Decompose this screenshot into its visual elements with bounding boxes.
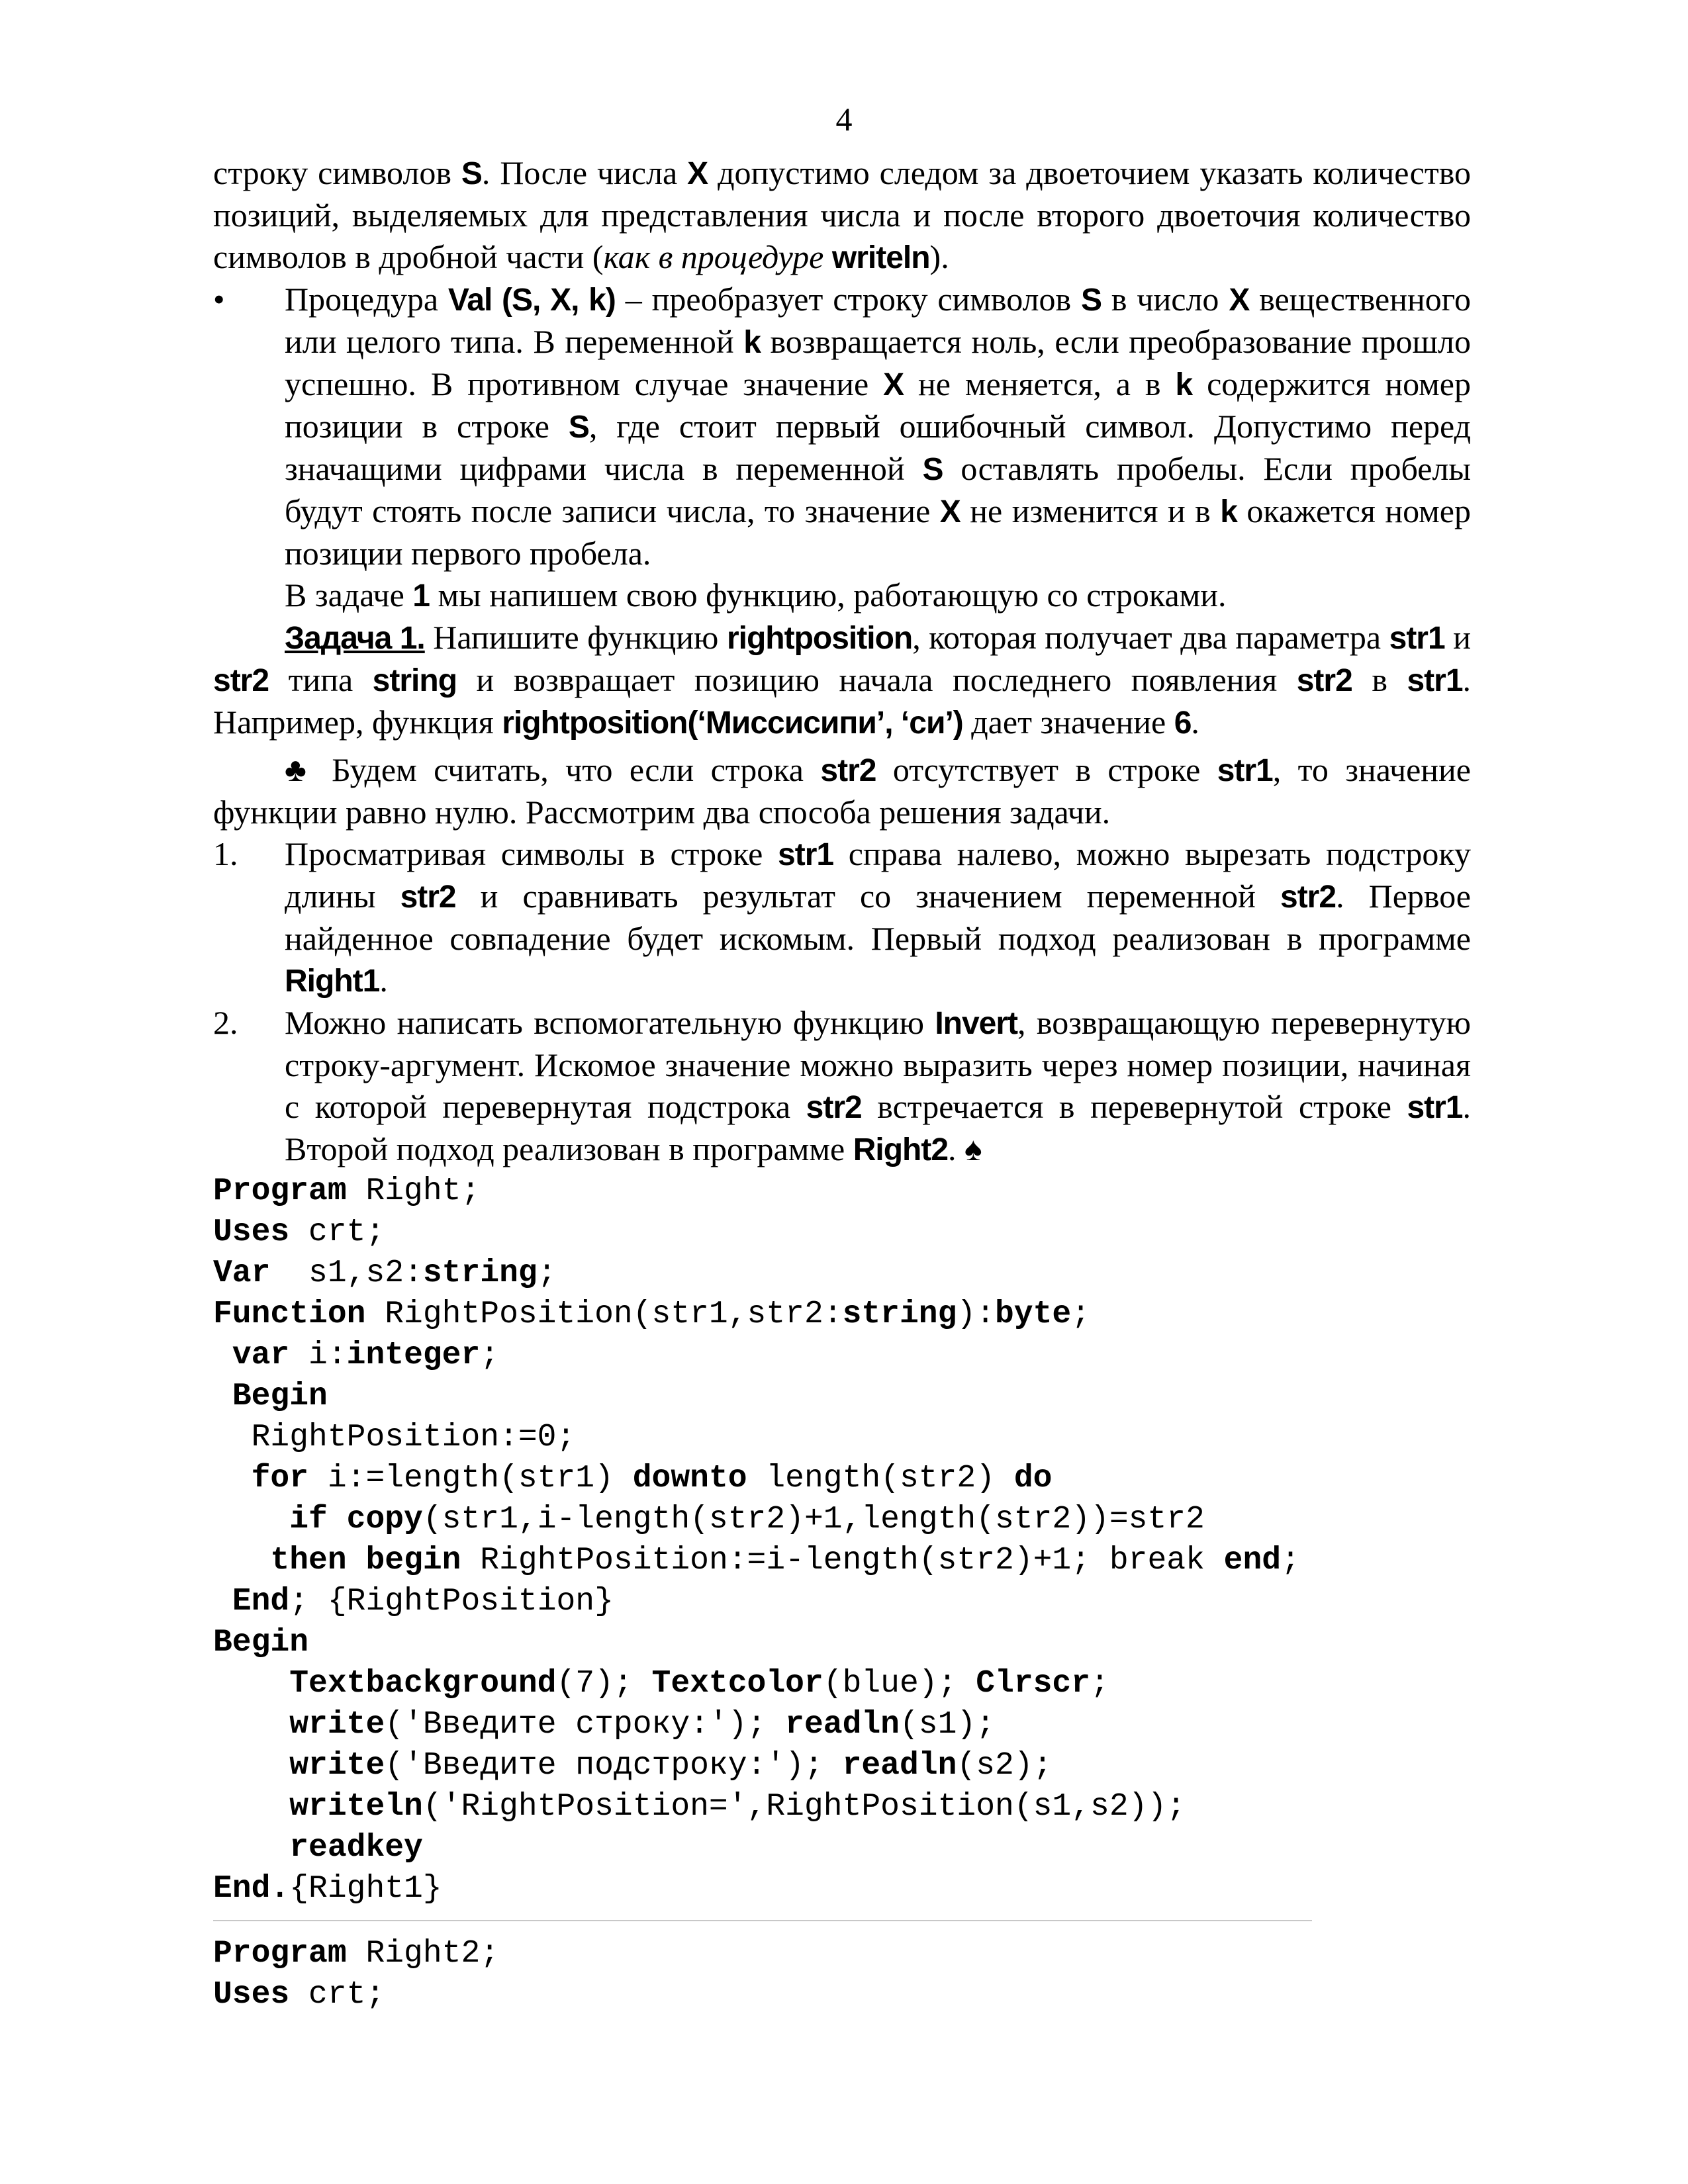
code-text: {Right1}: [289, 1871, 442, 1907]
code-term: str2: [1280, 880, 1336, 915]
code-term: 1: [412, 578, 430, 614]
text: . После числа: [481, 154, 688, 191]
code-text: [328, 1502, 347, 1537]
code-term: X: [687, 156, 708, 191]
code-text: ;: [480, 1338, 500, 1373]
code-keyword: begin: [365, 1543, 461, 1578]
bullet-icon: •: [213, 281, 225, 318]
code-line: [213, 1663, 1471, 1704]
code-keyword: copy: [346, 1502, 423, 1537]
code-text: (str1,i-length(str2)+1,length(str2))=str2: [422, 1502, 1205, 1537]
code-line: [213, 1253, 1471, 1294]
code-text: ; {RightPosition}: [289, 1584, 614, 1619]
text: и сравнивать результат со значением переменной: [455, 878, 1280, 915]
code-text: ('Введите строку:');: [385, 1707, 786, 1743]
code-line: [213, 1868, 1471, 1909]
code-term: str1: [1389, 621, 1445, 656]
text: окажется номер позиции первого пробела.: [285, 492, 1471, 572]
paragraph-task-intro: [213, 574, 1471, 617]
code-term: string: [372, 663, 457, 698]
text: дает значение: [962, 704, 1174, 741]
code-text: ;: [1071, 1297, 1091, 1332]
code-term: k: [1220, 494, 1237, 529]
code-text: ;: [537, 1255, 557, 1291]
code-text: [213, 1830, 289, 1866]
code-text: i:=length(str1): [308, 1461, 633, 1496]
code-keyword: Begin: [213, 1625, 309, 1661]
code-term: str1: [1217, 753, 1273, 788]
code-keyword: do: [1013, 1461, 1053, 1496]
list-number: 2.: [213, 1004, 238, 1041]
text: В задаче: [285, 576, 413, 614]
text: оставлять пробелы. Если пробелы будут стоять после записи числа, то значение: [285, 450, 1472, 529]
code-text: (s2);: [957, 1748, 1053, 1784]
code-term: str1: [778, 837, 834, 872]
text: , где стоит первый ошибочный символ. Допустимо перед значащими цифрами числа в переменной: [285, 408, 1472, 487]
code-keyword: Program: [213, 1936, 347, 1972]
code-text: [213, 1461, 252, 1496]
text: Напишите функцию: [424, 619, 727, 656]
code-text: (7);: [556, 1666, 652, 1702]
text: Будем считать, что если строка: [314, 751, 821, 788]
code-keyword: End.: [213, 1871, 290, 1907]
text: , то значение функции равно нулю. Рассмотрим два способа решения задачи.: [213, 751, 1471, 831]
code-term: rightposition: [726, 621, 913, 656]
code-text: [213, 1748, 289, 1784]
text: . Например, функция: [213, 661, 1472, 741]
code-term: X: [939, 494, 961, 529]
code-keyword: downto: [632, 1461, 747, 1496]
paragraph-task-1: [213, 617, 1471, 744]
text: отсутствует в строке: [876, 751, 1217, 788]
code-keyword: readln: [785, 1707, 900, 1743]
code-term: S: [568, 410, 589, 445]
text: строку символов: [213, 154, 461, 191]
text: и: [1444, 619, 1472, 656]
list-item-1: [213, 833, 1471, 1002]
code-line: [213, 1212, 1471, 1253]
code-text: length(str2): [747, 1461, 1014, 1496]
code-text: [213, 1338, 232, 1373]
code-text: crt;: [289, 1214, 385, 1250]
code-keyword: if: [289, 1502, 328, 1537]
text: справа налево, можно вырезать подстроку длины: [285, 835, 1471, 915]
code-keyword: write: [289, 1748, 385, 1784]
code-term: Val (S, X, k): [447, 283, 616, 318]
text: и возвращает позицию начала последнего появления: [457, 661, 1297, 698]
code-term: writeln: [831, 240, 930, 275]
code-line: [213, 1417, 1471, 1458]
code-text: ;: [1090, 1666, 1109, 1702]
code-text: [213, 1502, 289, 1537]
code-line: [213, 1171, 1471, 1212]
text: Процедура: [285, 281, 448, 318]
code-keyword: then: [270, 1543, 347, 1578]
code-text: [213, 1584, 232, 1619]
code-text: [347, 1543, 366, 1578]
code-keyword: write: [289, 1707, 385, 1743]
divider: [213, 1920, 1312, 1921]
code-term: Right2: [853, 1132, 949, 1167]
text: в число: [1102, 281, 1229, 318]
code-keyword: Uses: [213, 1214, 290, 1250]
code-line: [213, 1581, 1471, 1622]
code-text: s1,s2:: [270, 1255, 423, 1291]
code-term: S: [922, 452, 943, 487]
code-term: k: [1175, 367, 1193, 402]
page-body: [213, 152, 1471, 2015]
code-text: (s1);: [899, 1707, 996, 1743]
text: встречается в перевернутой строке: [861, 1088, 1407, 1125]
code-term: X: [1229, 283, 1250, 318]
task-label: Задача 1.: [285, 621, 425, 656]
code-keyword: Textbackground: [289, 1666, 557, 1702]
text: , возвращающую перевернутую строку-аргумент. Искомое значение можно выразить через номер позиции, начиная с которой перевернутая подстрока: [285, 1004, 1471, 1125]
code-keyword: Clrscr: [976, 1666, 1091, 1702]
code-text: Right2;: [346, 1936, 500, 1972]
code-keyword: integer: [346, 1338, 481, 1373]
code-keyword: Uses: [213, 1977, 290, 2013]
text: .: [1191, 704, 1199, 741]
list-number: 1.: [213, 835, 238, 872]
text: .: [379, 962, 388, 999]
code-text: RightPosition:=i-length(str2)+1; break: [461, 1543, 1224, 1578]
text: не изменится и в: [960, 492, 1221, 529]
code-text: ;: [1281, 1543, 1300, 1578]
text: типа: [269, 661, 373, 698]
code-line: [213, 1933, 1471, 1974]
code-text: [213, 1543, 270, 1578]
code-text: [213, 1666, 289, 1702]
code-line: [213, 1376, 1471, 1417]
code-listing-right1: [213, 1171, 1471, 1909]
text: . Первое найденное совпадение будет искомым. Первый подход реализован в программе: [285, 878, 1471, 957]
text: в: [1352, 661, 1407, 698]
code-text: Right;: [346, 1173, 481, 1209]
spade-icon: ♠: [964, 1130, 982, 1167]
code-text: [213, 1707, 289, 1743]
text: допустимо следом за двоеточием указать количество позиций, выделяемых для представления числа и после второго двоеточия количество символов в дробной части (: [213, 154, 1471, 275]
code-keyword: string: [422, 1255, 538, 1291]
text: , которая получает два параметра: [912, 619, 1389, 656]
code-term: str2: [820, 753, 876, 788]
page-number: 4: [835, 101, 853, 138]
code-keyword: Begin: [232, 1379, 328, 1414]
code-term: str2: [400, 880, 456, 915]
code-text: (blue);: [823, 1666, 976, 1702]
code-line: [213, 1458, 1471, 1499]
code-term: str1: [1407, 1090, 1463, 1125]
code-keyword: Textcolor: [651, 1666, 823, 1702]
code-keyword: Var: [213, 1255, 271, 1291]
code-text: ('RightPosition=',RightPosition(s1,s2));: [422, 1789, 1186, 1825]
code-listing-right2: [213, 1933, 1471, 2015]
code-term: X: [883, 367, 904, 402]
code-text: RightPosition(str1,str2:: [365, 1297, 843, 1332]
code-text: [213, 1789, 289, 1825]
code-term: k: [743, 325, 761, 360]
text: возвращается ноль, если преобразование прошло успешно. В противном случае значение: [285, 323, 1471, 402]
code-keyword: End: [232, 1584, 290, 1619]
code-keyword: for: [251, 1461, 309, 1496]
paragraph-solution: [213, 749, 1471, 833]
code-text: i:: [289, 1338, 347, 1373]
code-term: 6: [1174, 705, 1192, 741]
italic-text: как в процедуре: [603, 238, 832, 275]
code-line: [213, 1294, 1471, 1335]
code-term: str2: [213, 663, 269, 698]
code-text: crt;: [289, 1977, 385, 2013]
code-keyword: Function: [213, 1297, 366, 1332]
code-keyword: readln: [842, 1748, 957, 1784]
club-icon: ♣: [285, 751, 315, 788]
list-item-2: [213, 1002, 1471, 1171]
code-text: RightPosition:=0;: [213, 1420, 576, 1455]
code-keyword: var: [232, 1338, 290, 1373]
code-term: str2: [806, 1090, 862, 1125]
code-keyword: writeln: [289, 1789, 423, 1825]
code-line: [213, 1704, 1471, 1745]
code-term: Invert: [935, 1006, 1018, 1041]
code-text: ('Введите подстроку:');: [385, 1748, 843, 1784]
text: .: [948, 1130, 965, 1167]
text: не меняется, а в: [904, 365, 1176, 402]
code-text: ):: [957, 1297, 995, 1332]
text: ).: [929, 238, 949, 275]
code-term: str2: [1296, 663, 1352, 698]
code-line: [213, 1974, 1471, 2015]
code-line: [213, 1540, 1471, 1581]
code-term: Right1: [285, 964, 380, 999]
code-keyword: readkey: [289, 1830, 423, 1866]
code-keyword: string: [842, 1297, 957, 1332]
code-keyword: end: [1223, 1543, 1282, 1578]
text: мы напишем свою функцию, работающую со строками.: [429, 576, 1227, 614]
code-term: rightposition(‘Миссисипи’, ‘си’): [502, 705, 963, 741]
code-term: S: [1080, 283, 1102, 318]
text: содержится номер позиции в строке: [285, 365, 1471, 445]
text: . Второй подход реализован в программе: [285, 1088, 1471, 1167]
text: Можно написать вспомогательную функцию: [285, 1004, 935, 1041]
code-line: [213, 1827, 1471, 1868]
code-term: str1: [1407, 663, 1463, 698]
code-keyword: Program: [213, 1173, 347, 1209]
text: Просматривая символы в строке: [285, 835, 778, 872]
text: – преобразует строку символов: [615, 281, 1081, 318]
code-line: [213, 1335, 1471, 1376]
code-line: [213, 1786, 1471, 1827]
code-line: [213, 1622, 1471, 1663]
paragraph-intro: [213, 152, 1471, 279]
code-term: S: [461, 156, 482, 191]
code-text: [213, 1379, 232, 1414]
bullet-item-val: [213, 279, 1471, 574]
text: вещественного или целого типа. В переменной: [285, 281, 1472, 360]
code-line: [213, 1745, 1471, 1786]
code-keyword: byte: [995, 1297, 1072, 1332]
code-line: [213, 1499, 1471, 1540]
